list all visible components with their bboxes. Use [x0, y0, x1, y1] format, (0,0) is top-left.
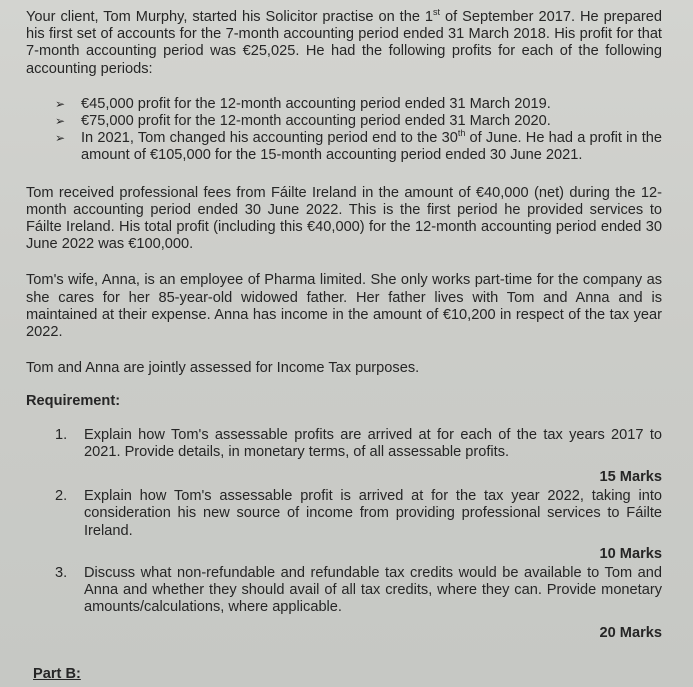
requirement-heading: Requirement:	[26, 393, 121, 410]
arrow-bullet-icon: ➢	[55, 114, 66, 129]
list-item	[55, 96, 662, 113]
ordinal-suffix: th	[457, 128, 466, 139]
paragraph-joint: Tom and Anna are jointly assessed for Income Tax purposes.	[26, 360, 420, 377]
list-item-text: In 2021, Tom changed his accounting period end to the 30	[81, 130, 458, 147]
arrow-bullet-icon: ➢	[55, 96, 66, 111]
part-b-heading: Part B:	[33, 665, 81, 682]
paragraph-anna: Tom's wife, Anna, is an employee of Pharma limited. She only works part-time for the company as she cares for her 85-year-old widowed father. Her father lives with Tom and Anna and is maintained at their expense. Anna has income in the amount of €10,200 in respect of the tax year 2022.	[26, 272, 662, 341]
intro-paragraph	[26, 9, 662, 78]
marks-label: 10 Marks	[599, 545, 662, 562]
item-text: Discuss what non-refundable and refundable tax credits would be available to Tom and Anna and whether they should avail of all tax credits, where they can. Provide monetary amounts/calculations, where applicable.	[84, 565, 662, 616]
item-text: Explain how Tom's assessable profits are arrived at for each of the tax years 2017 to 2021. Provide details, in monetary terms, of all assessable profits.	[84, 426, 662, 460]
requirement-1	[55, 427, 662, 487]
paragraph-fees: Tom received professional fees from Fáilte Ireland in the amount of €40,000 (net) during the 12-month accounting period ended 30 June 2022. This is the first period he provided services to Fáilte Ireland. His total profit (including this €40,000) for the 12-month accounting period ended 30 June 2022 was €100,000.	[26, 184, 662, 253]
intro-text: Your client, Tom Murphy, started his Solicitor practise on the 1	[26, 9, 434, 25]
item-text: Explain how Tom's assessable profit is arrived at for the tax year 2022, taking into consideration his new source of income from providing professional services to Fáilte Ireland.	[84, 488, 662, 539]
item-number: 3.	[55, 565, 68, 582]
list-item-text: €75,000 profit for the 12-month accounting period ended 31 March 2020.	[81, 113, 551, 130]
intro-text-cont: of September 2017. He prepared his first set of accounts for the 7-month accounting period ended 31 March 2018. His profit for that 7-month accounting period was €25,025. He had the following profits for each of the following accounting periods:	[26, 9, 662, 77]
list-item-text: €45,000 profit for the 12-month accounting period ended 31 March 2019.	[81, 95, 551, 112]
item-number: 2.	[55, 488, 68, 505]
list-item	[55, 130, 662, 164]
arrow-bullet-icon: ➢	[55, 131, 66, 146]
marks-label: 15 Marks	[599, 469, 662, 486]
ordinal-suffix: st	[433, 7, 441, 18]
list-item	[55, 113, 662, 130]
requirement-3	[55, 565, 662, 642]
item-number: 1.	[55, 426, 68, 443]
requirement-2	[55, 488, 662, 563]
marks-label: 20 Marks	[599, 624, 662, 641]
profit-list	[55, 96, 662, 165]
list-item-text-cont: of June. He had a profit in the amount of €105,000 for the 15-month accounting period ended 30 June 2021.	[81, 130, 663, 164]
